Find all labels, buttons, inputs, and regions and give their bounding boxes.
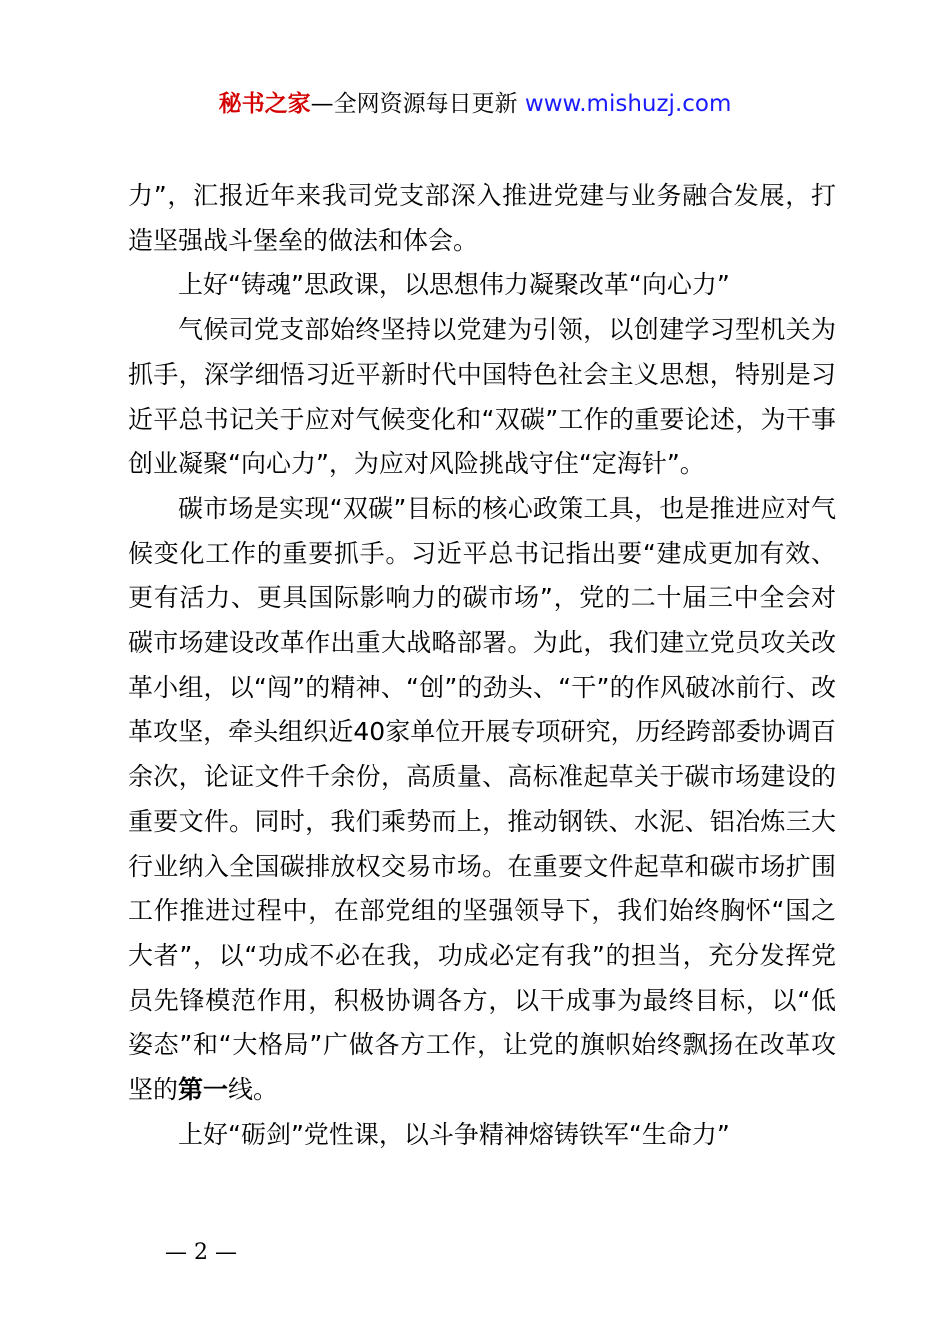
- section-heading-2: 上好“砺剑”党性课，以斗争精神熔铸铁军“生命力”: [178, 1119, 730, 1149]
- section-heading-1: 上好“铸魂”思政课，以思想伟力凝聚改革“向心力”: [178, 270, 730, 300]
- site-header: [0, 84, 950, 124]
- paragraph-3: [128, 487, 836, 1113]
- site-url-link[interactable]: www.mishuzj.com: [524, 91, 732, 117]
- site-brand: 秘书之家: [218, 91, 311, 117]
- paragraph-2: 气候司党支部始终坚持以党建为引领，以创建学习型机关为抓手，深学细悟习近平新时代中国特色社会主义思想，特别是习近平总书记关于应对气候变化和“双碳”工作的重要论述，为干事创业凝聚“向心力”，为应对风险挑战守住“定海针”。: [128, 315, 836, 479]
- paragraph-3-bold: 第一: [178, 1075, 229, 1105]
- paragraph-continuation: 力”，汇报近年来我司党支部深入推进党建与业务融合发展，打造坚强战斗堡垒的做法和体会。: [128, 181, 836, 255]
- page-number: — 2 —: [165, 1240, 237, 1265]
- document-body: [128, 174, 836, 1157]
- site-tagline: —全网资源每日更新: [310, 91, 525, 117]
- paragraph-3-end: 线。: [228, 1075, 279, 1105]
- paragraph-3-text: 碳市场是实现“双碳”目标的核心政策工具，也是推进应对气候变化工作的重要抓手。习近平总书记指出要“建成更加有效、更有活力、更具国际影响力的碳市场”，党的二十届三中全会对碳市场建设改革作出重大战略部署。为此，我们建立党员攻关改革小组，以“闯”的精神、“创”的劲头、“干”的作风破冰前行、改革攻坚，牵头组织近40家单位开展专项研究，历经跨部委协调百余次，论证文件千余份，高质量、高标准起草关于碳市场建设的重要文件。同时，我们乘势而上，推动钢铁、水泥、铝冶炼三大行业纳入全国碳排放权交易市场。在重要文件起草和碳市场扩围工作推进过程中，在部党组的坚强领导下，我们始终胸怀“国之大者”，以“功成不必在我，功成必定有我”的担当，充分发挥党员先锋模范作用，积极协调各方，以干成事为最终目标，以“低姿态”和“大格局”广做各方工作，让党的旗帜始终飘扬在改革攻坚的: [128, 493, 836, 1105]
